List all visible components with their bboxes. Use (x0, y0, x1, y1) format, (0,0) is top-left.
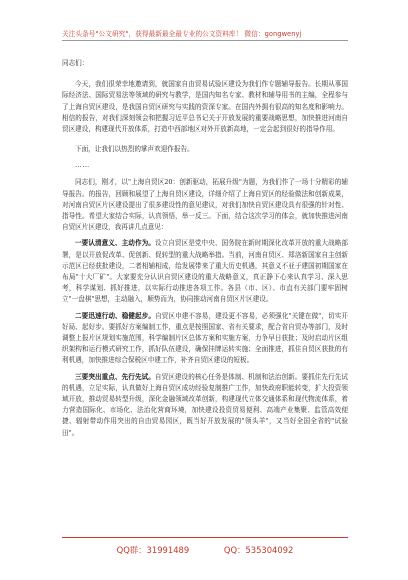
section-2 (62, 311, 348, 367)
salutation: 同志们： (62, 59, 89, 67)
section-1-text: 设立自贸区是党中央、国务院在新时期深化改革开放的重大战略部署，是以开放促改革、促创新、促转型的重大战略举措。当前，河南自贸区、郑洛新国家自主创新示范区已经获批建设，二者相辅相成，给发展带来了重大历史机遇，其意义不亚于建国初期国家在布局"十大厂矿"。大家要充分认识自贸区建设的重大战略意义，真正静下心来认真学习、深入思考，科学谋划、抓好推进，以实际行动推进各项工作。各县（市、区）、市直有关部门要牢固树立"一盘棋"思想，主动融入，顺势而为，协同推动河南自贸区片区建设。 (62, 239, 348, 304)
footer-contacts (62, 544, 348, 556)
section-2-heading: 二要迅速行动、稳健起步。 (75, 311, 156, 320)
section-2-text: 自贸区申建不容易，建设更不容易，必须强化"关键在做"，切实开好局、起好步。要抓好方案编制工作，重点是按照国家、省有关要求，配合省自贸办等部门，及时调整上报片区规划实施范围，科学编制片区总体方案和实施方案，力争早日获批；及时启动片区组织架构和运行模式研究工作，抓好队伍建设，确保挂牌运转实施；全面推进，抓住自贸区获批的有利机遇，加快推进综合保税区申建工作，补齐自贸区建设的短板。 (62, 311, 348, 365)
footer-qq: QQ：535304092 (223, 545, 294, 555)
header-divider (62, 40, 348, 41)
section-3 (62, 372, 348, 439)
paragraph-intro: 今天，我们很荣幸地邀请到，就国家自由贸易试验区建设为我们作专题辅导报告。长期从事国际经济法、国际贸易法等领域的研究与教学，是国内知名专家、教材和辅导用书的主编，全程参与了上海自贸区建设，是我国自贸区研究与实践的资深专家。在国内外拥有很高的知名度和影响力。相信的报告，对我们深刻领会和把握习近平总书记关于开放发展的重要战略思想，加快推进河南自贸区建设，构建现代开放体系，打造中西部地区对外开放新高地，一定会起到很好的指导作用。 (62, 80, 348, 134)
section-3-heading: 三要突出重点、先行先试。 (75, 372, 155, 381)
section-1 (62, 238, 348, 305)
document-body (62, 48, 348, 439)
header-banner: 关注头条号"公文研究"，获得最新最全最专业的公文资料库！ 微信：gongwenyj (62, 30, 302, 38)
paragraph-welcome: 下面，让我们以热烈的掌声欢迎作报告。 (75, 145, 194, 154)
section-3-text: 自贸区建设的核心任务是体制、机制和法治创新。要抓住先行先试的机遇，立足实际，认真做好上海自贸区成功经验复制推广工作，加快政府职能转变，扩大投资领域开放，推动贸易转型升级，深化金融领域改革创新，构建现代立体交通体系和现代物流体系，着力营造国际化、市场化、法治化营商环境，加快建设投资贸易便利、高端产业集聚、监管高效便捷、辐射带动作用突出的自由贸易园区，既当好开放发展的"领头羊"，又当好全国全省的"试验田"。 (62, 372, 348, 437)
section-1-heading: 一要认清意义、主动作为。 (75, 239, 155, 248)
footer-qq-group: QQ群：31991489 (116, 545, 190, 555)
ellipsis-separator: …… (75, 161, 91, 170)
footer-divider (62, 537, 348, 538)
paragraph-summary: 同志们，刚才，以"上海自贸区20：创新驱动，拓展升级"为题，为我们作了一场十分精彩的辅导报告。的报告，回顾和展望了上海自贸区建设，详细介绍了上海自贸区的经验做法和创新成果，对河南自贸区片区建设提出了很多建设性的意见建议，对我们加快自贸区建设具有很强的针对性、指导性。希望大家结合实际，认真领悟，举一反三。下面，结合这次学习的体会，就加快推进河南自贸区片区建设，我再讲几点意见： (62, 178, 348, 232)
